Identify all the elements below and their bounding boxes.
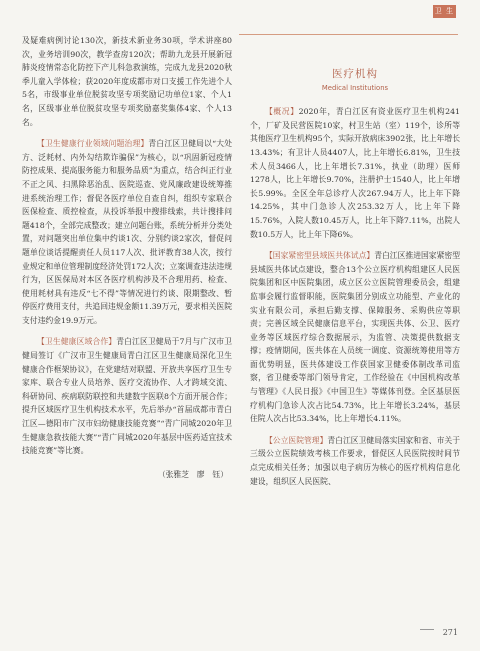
right-paragraph-3: 【公立医院管理】青白江区卫健局落实国家和省、市关于三级公立医院绩效考核工作要求，督促区人民医院按时间节点完成相关任务；加强以电子病历为核心的医疗机构信息化建设，组织区人民医院、 bbox=[250, 435, 461, 486]
header-section-label: 卫 生 bbox=[434, 7, 454, 15]
page-number-rule bbox=[420, 629, 434, 630]
right-column bbox=[250, 34, 460, 488]
left-paragraph-2: 【卫生健康行业领域问题治理】青白江区卫健局以“大处方、泛耗材、内外勾结欺诈骗保”为核心，以“巩固新冠疫情防控成果、提高服务能力和服务品质”为重点，结合纠正行业不正之风、扫黑除恶治乱、医院巡查、党风廉政建设统筹推进系统治理工作；督促各医疗单位自查自纠，组织专家联合医保检查、质控检查，从投诉举报中搜排线索，共计搜排问题418个，全部完成整改；建立问题台账，系统分析并分类处置，对问题突出单位集中约谈1次、分别约谈2家次，督促问题单位谈话提醒责任人员117人次、批评教育38人次，按行业规定和单位管理制度经济处罚172人次；立案调查违法违规行为，区医保局对本区各医疗机构涉及不合理用药、检查、使用耗材具有违反“七不得”等情况进行约谈、限期整改、暂停医疗费用支付，共追回违规金额11.39万元，要求相关医院支付违约金19.9万元。 bbox=[22, 139, 232, 325]
section-tag: 【卫生健康行业领域问题治理】 bbox=[37, 139, 149, 149]
left-column bbox=[22, 34, 232, 481]
section-tag: 【公立医院管理】 bbox=[265, 435, 328, 445]
page-number: 271 bbox=[442, 628, 458, 637]
author-signature: （张雅芝 廖 钰） bbox=[157, 469, 228, 479]
section-tag: 【卫生健康区域合作】 bbox=[37, 337, 117, 347]
header-rule bbox=[239, 20, 458, 35]
section-title-en: Medical Institutions bbox=[321, 83, 389, 92]
section-title: 医疗机构 bbox=[332, 68, 378, 80]
right-paragraph-2: 【国家紧密型县域医共体试点】青白江区推进国家紧密型县域医共体试点建设，整合13个公立医疗机构组建区人民医院集团和区中医院集团，成立区公立医院管理委员会，组建监事会履行监督职能，医院集团分别成立功能型、产业化的实业有限公司，承担后勤支撑、保障服务、采购供应等职责；完善区域全民健康信息平台，实现医共体、公卫、医疗业务等区域医疗综合数据展示，为监管、决策提供数据支撑；疫情期间，医共体在人员统一调度、资源统筹使用等方面优势明显，医共体建设工作获国家卫健委体制改革司监察，省卫健委等部门领导肯定，工作经验在《中国机构改革与管理》《人民日报》《中国卫生》等媒体刊登。全区基层医疗机构门急诊人次占比54.73%，比上年增长3.24%，基层住院人次占比53.34%，比上年增长4.11%。 bbox=[250, 251, 461, 424]
right-paragraph-1: 【概况】2020年，青白江区有资业医疗卫生机构241个，厂矿及民营医院10家，村卫生站（室）119个，诊所等其他医疗卫生机构95个，实际开放病床3902张，比上年增长13.43%；有卫计人员4407人，比上年增长6.81%，卫生技术人员3466人，比上年增长7.31%，执业（助理）医师1278人，比上年增长9.70%，注册护士1540人，比上年增长5.99%。全区全年总诊疗人次267.94万人，比上年下降14.25%，其中门急诊人次253.32万人，比上年下降15.76%，入院人数10.45万人，比上年下降7.11%，出院人数10.5万人，比上年下降6%。 bbox=[250, 107, 461, 239]
left-paragraph-3: 【卫生健康区域合作】青白江区卫健局于7月与广汉市卫健局签订《广汉市卫生健康局青白江区卫生健康局深化卫生健康合作框架协议》，在党建结对联盟、开放共享医疗卫生专家库、联合专业人员培养、医疗交流协作、人才跨域交流、科研协同、疾病联防联控和共建数字医联8个方面开展合作；提升区域医疗卫生机构技术水平，先后举办“首届成都市青白江区—德阳市广汉市妇幼健康技能竞赛”“青广同城2020年卫生健康急救技能大赛”“青广同城2020年基层中医药适宜技术技能竞赛”等比赛。 bbox=[22, 337, 232, 456]
left-paragraph-1: 及疑难病例讨论130次，新技术新业务30项，学术讲座80次，业务培训90次，教学查房120次；帮助九龙县开展新冠肺炎疫情常态化防控下产儿科急救演练，完成九龙县2020秋季儿童入学体检；获2020年度成都市对口支援工作先进个人5名，市级事业单位脱贫攻坚专项奖励记功单位1家、个人1名，区级事业单位脱贫攻坚专项奖励嘉奖集体4家、个人13名。 bbox=[22, 36, 232, 127]
section-tag: 【国家紧密型县域医共体试点】 bbox=[265, 251, 375, 261]
section-tag: 【概况】 bbox=[265, 107, 299, 117]
